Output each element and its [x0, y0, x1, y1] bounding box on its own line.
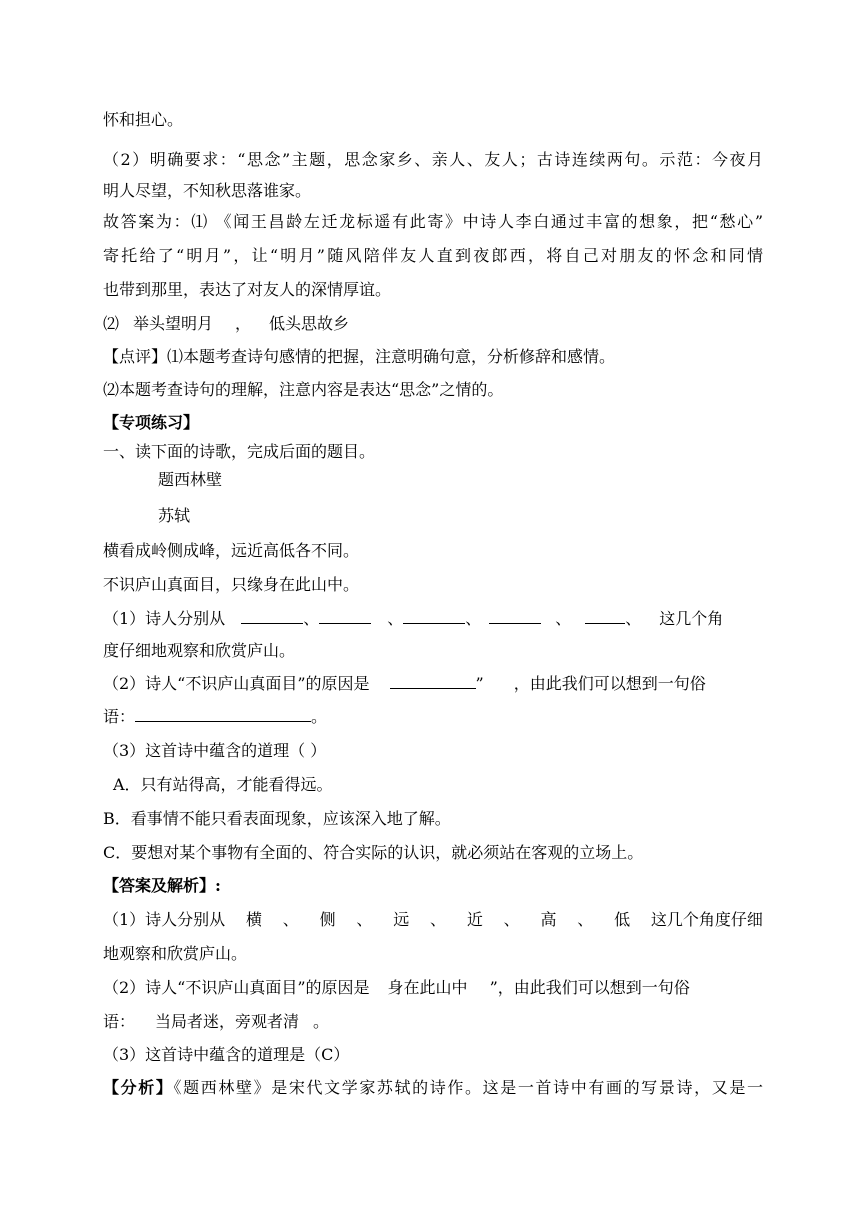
- question-text: （1）诗人分别从: [103, 609, 226, 628]
- answer-blank[interactable]: [585, 607, 625, 624]
- separator: 、: [503, 910, 520, 929]
- question-text: 这几个角: [659, 609, 724, 628]
- separator: 、: [387, 609, 404, 628]
- quote-mark: ”: [475, 674, 484, 693]
- answer-text-line: 明人尽望，不知秋思落谁家。: [103, 181, 312, 200]
- separator: 、: [577, 910, 594, 929]
- answer-text-line: 寄托给了“明月”，让“明月”随风陪伴友人直到夜郎西，将自己对朋友的怀念和同情: [103, 246, 763, 265]
- answer-text: 这几个角度仔细: [650, 910, 763, 929]
- question-3-line: （3）这首诗中蕴含的道理（ ）: [103, 741, 327, 760]
- answer-blank[interactable]: [390, 672, 476, 689]
- answer-text-line: （2）明确要求：“思念”主题，思念家乡、亲人、友人；古诗连续两句。示范：今夜月: [103, 150, 763, 169]
- poem-title: 题西林壁: [158, 470, 223, 489]
- answer-text-line: 也带到那里，表达了对友人的深情厚谊。: [103, 280, 392, 299]
- separator: 、: [356, 910, 373, 929]
- analysis-text: 《题西林壁》是宋代文学家苏轼的诗作。这是一首诗中有画的写景诗，又是一: [173, 1078, 763, 1097]
- separator: 、: [625, 609, 642, 628]
- separator: 、: [465, 609, 482, 628]
- question-text-line: 度仔细地观察和欣赏庐山。: [103, 641, 296, 660]
- analysis-line: [103, 1078, 763, 1098]
- poem-verse: 不识庐山真面目，只缘身在此山中。: [103, 575, 360, 594]
- answer-blank[interactable]: [135, 705, 311, 722]
- poem-phrase: 低头思故乡: [269, 314, 350, 333]
- answer-2-line: [103, 978, 763, 998]
- option-c: C．要想对某个事物有全面的、符合实际的认识，就必须站在客观的立场上。: [103, 843, 644, 862]
- answer-word: 横: [245, 910, 262, 929]
- answer-poem-line: [103, 314, 763, 334]
- analysis-label: 【分析】: [103, 1078, 174, 1097]
- item-number: ⑵: [103, 314, 120, 333]
- poem-phrase: 举头望明月: [133, 314, 214, 333]
- answer-word: 当局者迷，旁观者清: [155, 1012, 300, 1031]
- comment-line: 【点评】⑴本题考查诗句感情的把握，注意明确句意，分析修辞和感情。: [103, 347, 616, 366]
- answer-blank[interactable]: [403, 607, 465, 624]
- answer-text: （1）诗人分别从: [103, 910, 226, 929]
- answer-word: 高: [540, 910, 557, 929]
- question-2-line: [103, 672, 763, 694]
- answer-word: 低: [614, 910, 631, 929]
- answer-blank[interactable]: [489, 607, 541, 624]
- question-2-line-cont: [103, 705, 763, 727]
- answer-text: （2）诗人“不识庐山真面目”的原因是: [103, 978, 370, 997]
- answer-word: 身在此山中: [387, 978, 468, 997]
- separator: 、: [303, 609, 320, 628]
- answer-word: 近: [466, 910, 483, 929]
- answer-text-line: 故答案为：⑴ 《闻王昌龄左迁龙标遥有此寄》中诗人李白通过丰富的想象，把“愁心”: [103, 212, 763, 231]
- answer-1-line: [103, 910, 763, 930]
- answer-text: ”，由此我们可以想到一句俗: [489, 978, 690, 997]
- question-text: 语：: [103, 707, 136, 726]
- separator: 、: [282, 910, 299, 929]
- punctuation: 。: [311, 707, 328, 726]
- poem-verse: 横看成岭侧成峰，远近高低各不同。: [103, 541, 360, 560]
- answer-word: 远: [393, 910, 410, 929]
- option-a: A．只有站得高，才能看得远。: [113, 775, 333, 794]
- answer-text-line: 地观察和欣赏庐山。: [103, 944, 248, 963]
- answer-3-line: （3）这首诗中蕴含的道理是（C）: [103, 1045, 350, 1064]
- answer-2-line-cont: [103, 1012, 763, 1032]
- section-heading: 【专项练习】: [103, 413, 200, 432]
- question-text: ，由此我们可以想到一句俗: [513, 674, 706, 693]
- punctuation: ，: [235, 314, 252, 333]
- question-text: （2）诗人“不识庐山真面目”的原因是: [103, 674, 370, 693]
- answer-word: 侧: [319, 910, 336, 929]
- poem-author: 苏轼: [158, 506, 191, 525]
- answer-blank[interactable]: [241, 607, 303, 624]
- comment-line: ⑵本题考查诗句的理解，注意内容是表达“思念”之情的。: [103, 380, 504, 399]
- answer-text: 语：: [103, 1012, 136, 1031]
- option-b: B．看事情不能只看表面现象，应该深入地了解。: [103, 809, 451, 828]
- exercise-instruction: 一、读下面的诗歌，完成后面的题目。: [103, 442, 376, 461]
- question-1-line: [103, 607, 763, 629]
- answer-heading: 【答案及解析】:: [103, 876, 221, 895]
- answer-text-line: 怀和担心。: [103, 110, 184, 129]
- separator: 、: [555, 609, 572, 628]
- answer-blank[interactable]: [319, 607, 371, 624]
- separator: 、: [430, 910, 447, 929]
- punctuation: 。: [313, 1012, 330, 1031]
